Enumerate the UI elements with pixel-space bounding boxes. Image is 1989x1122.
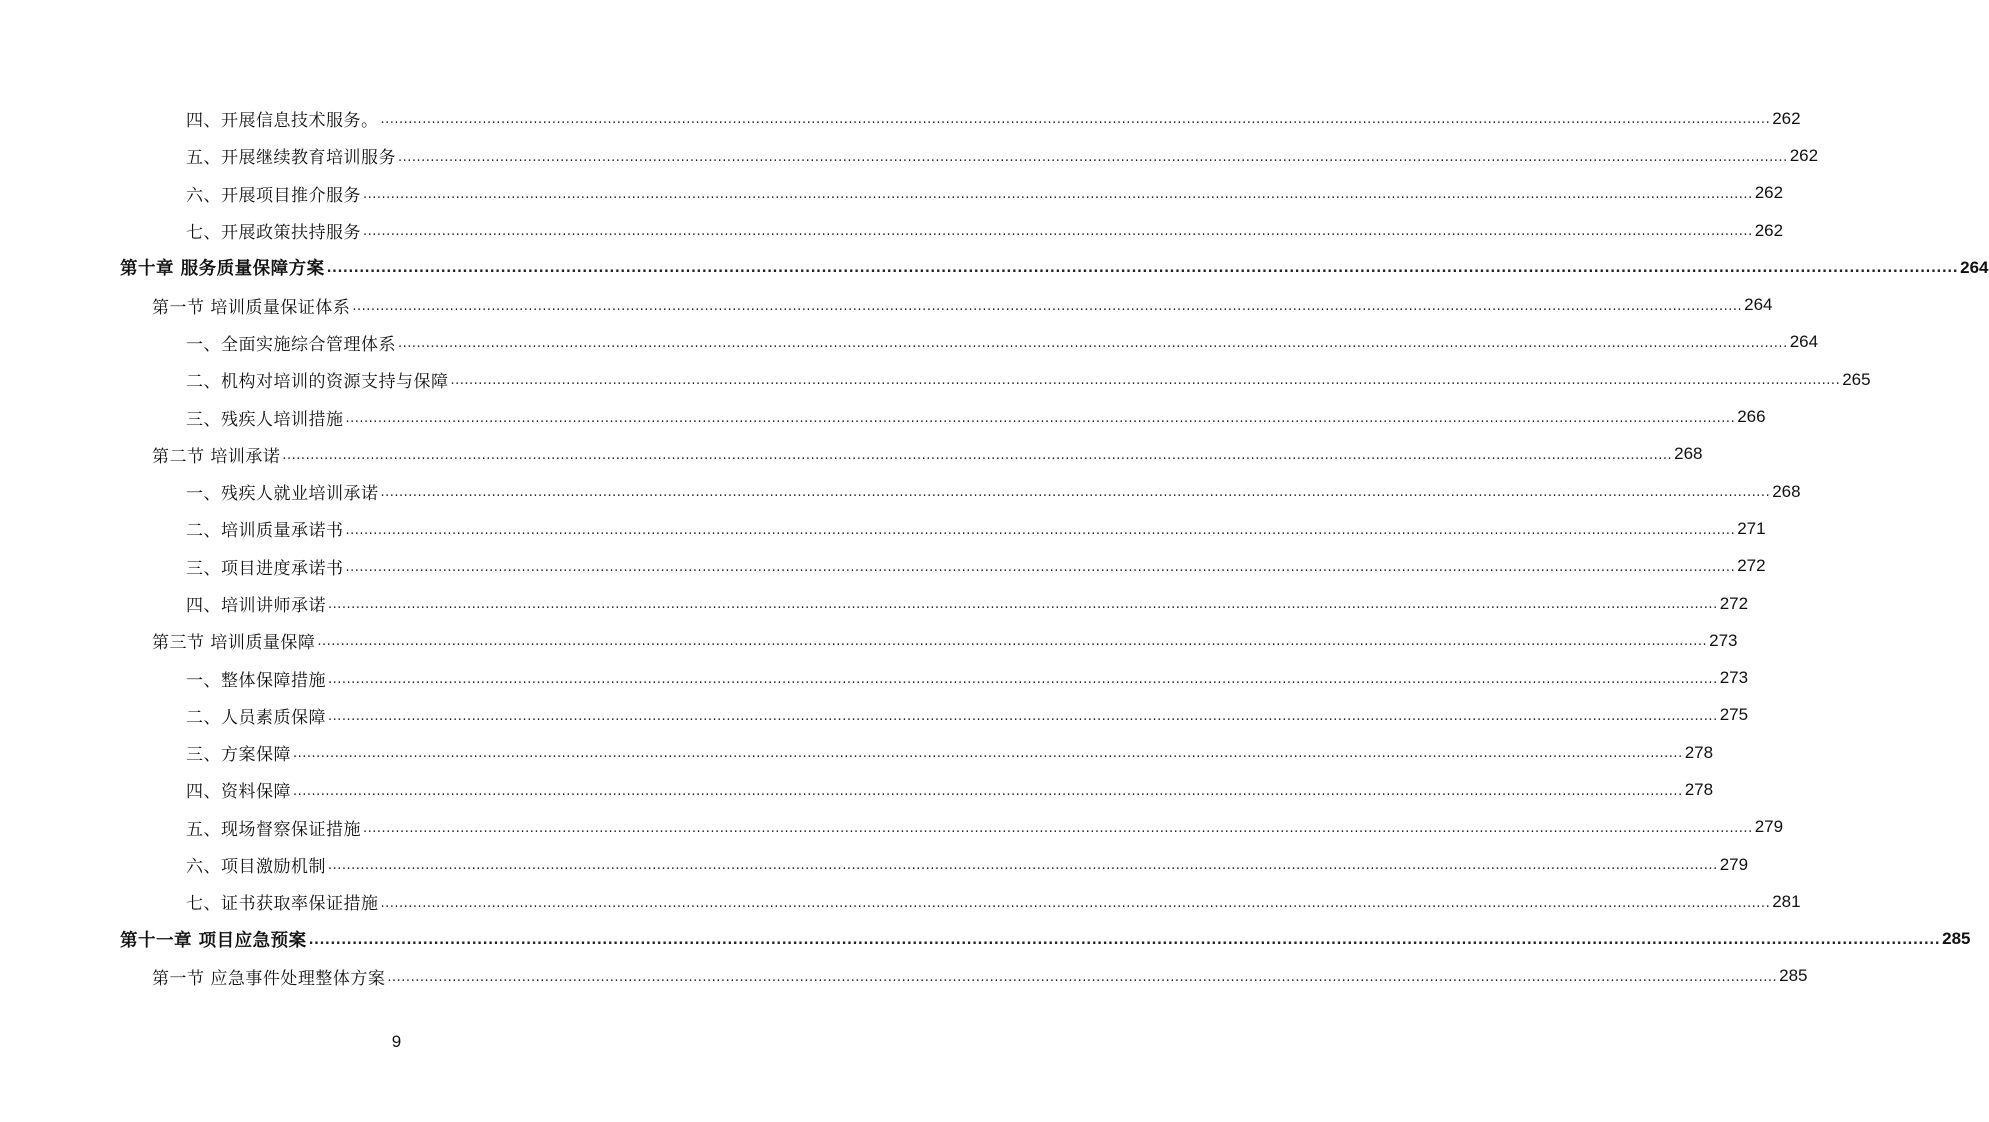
toc-subsection-entry[interactable] [0,585,1749,622]
toc-entry-title: 第三节 培训质量保障 [152,633,316,654]
toc-entry-title: 一、整体保障措施 [186,670,326,691]
toc-entry-page-number: 262 [1789,145,1819,165]
toc-entry-page-number: 264 [1789,332,1819,352]
toc-subsection-entry[interactable] [0,175,1784,212]
toc-dot-leader: ............................................................................................................................................................................................................................................................................................................ [328,671,1718,687]
toc-entry-page-number: 271 [1737,518,1766,538]
toc-dot-leader: ............................................................................................................................................................................................................................................................................................................ [387,970,1778,986]
toc-entry-page-number: 262 [1772,108,1801,128]
toc-entry-page-number: 278 [1684,742,1714,762]
toc-dot-leader: ............................................................................................................................................................................................................................................................................................................ [345,559,1736,575]
toc-subsection-entry[interactable] [0,473,1801,510]
toc-dot-leader: ............................................................................................................................................................................................................................................................................................................ [328,597,1718,613]
toc-subsection-entry[interactable] [0,734,1714,771]
toc-subsection-entry[interactable] [0,697,1749,734]
toc-section-entry[interactable] [0,622,1738,659]
toc-entry-page-number: 285 [1942,929,1971,949]
toc-entry-page-number: 272 [1737,556,1766,576]
toc-entry-title: 五、开展继续教育培训服务 [186,148,396,169]
toc-entry-page-number: 262 [1754,220,1784,240]
toc-entry-title: 一、全面实施综合管理体系 [186,334,396,355]
toc-subsection-entry[interactable] [0,883,1801,920]
toc-entry-title: 二、培训质量承诺书 [186,521,344,542]
toc-entry-page-number: 264 [1744,295,1773,315]
toc-subsection-entry[interactable] [0,324,1819,361]
toc-entry-page-number: 285 [1779,966,1808,986]
toc-subsection-entry[interactable] [0,361,1871,398]
toc-entry-title: 二、人员素质保障 [186,707,326,728]
toc-dot-leader: ............................................................................................................................................................................................................................................................................................................ [328,709,1718,725]
toc-entry-title: 一、残疾人就业培训承诺 [186,484,379,505]
toc-dot-leader: ............................................................................................................................................................................................................................................................................................................ [363,820,1753,836]
toc-entry-page-number: 262 [1754,183,1784,203]
toc-entry-title: 四、开展信息技术服务。 [186,111,379,132]
toc-entry-page-number: 273 [1719,668,1749,688]
toc-subsection-entry[interactable] [0,846,1749,883]
toc-dot-leader: ............................................................................................................................................................................................................................................................................................................ [317,634,1708,650]
toc-chapter-entry[interactable] [0,249,1989,286]
toc-entry-page-number: 272 [1719,593,1749,613]
toc-dot-leader: ............................................................................................................................................................................................................................................................................................................ [398,149,1788,165]
toc-dot-leader: ............................................................................................................................................................................................................................................................................................................ [380,112,1771,128]
toc-section-entry[interactable] [0,286,1773,323]
toc-subsection-entry[interactable] [0,771,1714,808]
toc-entry-title: 六、开展项目推介服务 [186,185,361,206]
toc-dot-leader: ............................................................................................................................................................................................................................................................................................................ [380,485,1771,501]
toc-dot-leader: ............................................................................................................................................................................................................................................................................................................ [363,224,1753,240]
toc-subsection-entry[interactable] [0,212,1784,249]
toc-dot-leader: ............................................................................................................................................................................................................................................................................................................ [345,522,1736,538]
toc-dot-leader: ............................................................................................................................................................................................................................................................................................................ [345,410,1736,426]
toc-dot-leader: ............................................................................................................................................................................................................................................................................................................ [328,858,1718,874]
toc-dot-leader: ............................................................................................................................................................................................................................................................................................................ [352,298,1743,314]
toc-entry-page-number: 264 [1960,257,1989,277]
toc-entry-title: 三、残疾人培训措施 [186,409,344,430]
toc-entry-title: 七、开展政策扶持服务 [186,223,361,244]
toc-entry-title: 第一节 培训质量保证体系 [152,297,351,318]
toc-dot-leader: ............................................................................................................................................................................................................................................................................................................ [308,932,1941,948]
toc-dot-leader: ............................................................................................................................................................................................................................................................................................................ [293,783,1683,799]
toc-entry-title: 第二节 培训承诺 [152,446,281,467]
toc-entry-title: 五、现场督察保证措施 [186,819,361,840]
toc-entry-page-number: 265 [1842,369,1871,389]
toc-subsection-entry[interactable] [0,510,1766,547]
toc-entry-title: 四、资料保障 [186,782,291,803]
toc-dot-leader: ............................................................................................................................................................................................................................................................................................................ [363,186,1753,202]
toc-subsection-entry[interactable] [0,137,1819,174]
toc-entry-title: 三、项目进度承诺书 [186,558,344,579]
toc-entry-title: 四、培训讲师承诺 [186,596,326,616]
toc-entry-title: 二、机构对培训的资源支持与保障 [186,372,449,393]
toc-entry-title: 六、项目激励机制 [186,857,326,878]
toc-subsection-entry[interactable] [0,659,1749,696]
toc-entry-page-number: 278 [1684,779,1714,799]
toc-dot-leader: ............................................................................................................................................................................................................................................................................................................ [326,261,1959,277]
page-number: 9 [391,1032,402,1051]
toc-dot-leader: ............................................................................................................................................................................................................................................................................................................ [450,373,1841,389]
toc-entry-title: 第一节 应急事件处理整体方案 [152,968,386,989]
toc-entry-title: 第十章 服务质量保障方案 [120,259,325,280]
toc-entry-title: 第十一章 项目应急预案 [120,930,307,951]
toc-dot-leader: ............................................................................................................................................................................................................................................................................................................ [380,895,1771,911]
toc-subsection-entry[interactable] [0,809,1784,846]
toc-entry-title: 七、证书获取率保证措施 [186,894,379,915]
toc-dot-leader: ............................................................................................................................................................................................................................................................................................................ [293,746,1683,762]
toc-section-entry[interactable] [0,436,1703,473]
toc-subsection-entry[interactable] [0,548,1766,585]
toc-entry-page-number: 281 [1772,891,1801,911]
toc-entry-page-number: 266 [1737,407,1766,427]
toc-subsection-entry[interactable] [0,398,1766,435]
toc-chapter-entry[interactable] [0,921,1971,958]
toc-entry-page-number: 268 [1772,481,1801,501]
toc-entry-title: 三、方案保障 [186,745,291,766]
toc-entry-page-number: 279 [1754,817,1784,837]
toc-entry-page-number: 279 [1719,854,1749,874]
toc-entry-page-number: 275 [1719,705,1749,725]
table-of-contents [0,100,1989,995]
toc-entry-page-number: 268 [1674,444,1703,464]
toc-dot-leader: ............................................................................................................................................................................................................................................................................................................ [398,336,1788,352]
toc-subsection-entry[interactable] [0,100,1801,137]
toc-dot-leader: ............................................................................................................................................................................................................................................................................................................ [282,447,1673,463]
toc-section-entry[interactable] [0,958,1808,995]
toc-entry-page-number: 273 [1709,630,1738,650]
